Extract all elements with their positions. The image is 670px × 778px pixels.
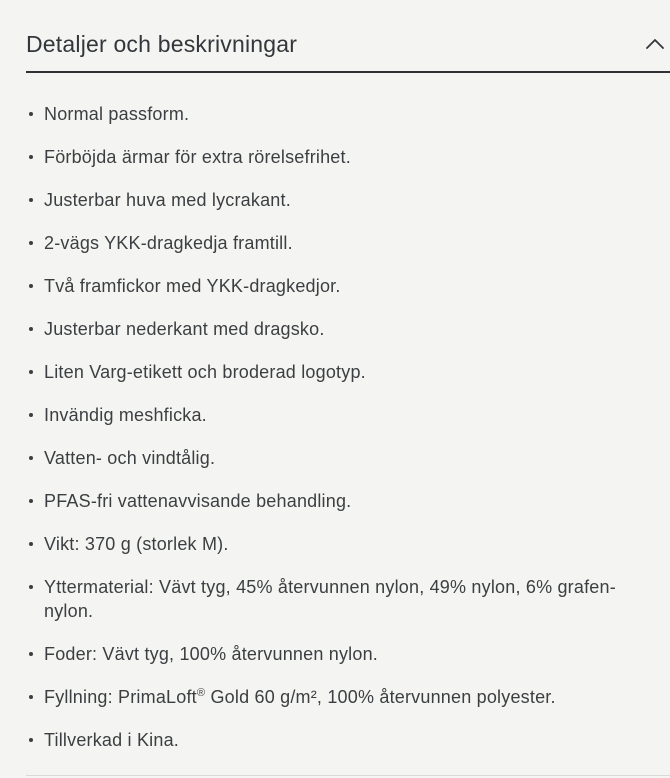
detail-item: Två framfickor med YKK-dragkedjor. — [26, 274, 648, 298]
detail-item: Normal passform. — [26, 102, 648, 126]
detail-item: Fyllning: PrimaLoft® Gold 60 g/m², 100% återvunnen polyester. — [26, 685, 648, 709]
detail-item: Yttermaterial: Vävt tyg, 45% återvunnen nylon, 49% nylon, 6% grafen-nylon. — [26, 575, 648, 623]
header-divider — [26, 71, 670, 73]
detail-item: Tillverkad i Kina. — [26, 728, 648, 752]
detail-item: Foder: Vävt tyg, 100% återvunnen nylon. — [26, 642, 648, 666]
detail-item: Vikt: 370 g (storlek M). — [26, 532, 648, 556]
section-title: Detaljer och beskrivningar — [26, 31, 298, 57]
detail-item: Justerbar nederkant med dragsko. — [26, 317, 648, 341]
detail-item: Liten Varg-etikett och broderad logotyp. — [26, 360, 648, 384]
chevron-up-icon[interactable] — [644, 37, 666, 51]
detail-item: 2-vägs YKK-dragkedja framtill. — [26, 231, 648, 255]
accordion-header-details[interactable] — [26, 30, 670, 58]
next-section-divider — [26, 775, 670, 776]
details-list — [26, 102, 670, 752]
detail-item: Justerbar huva med lycrakant. — [26, 188, 648, 212]
detail-item: PFAS-fri vattenavvisande behandling. — [26, 489, 648, 513]
detail-item: Förböjda ärmar för extra rörelsefrihet. — [26, 145, 648, 169]
detail-item: Invändig meshficka. — [26, 403, 648, 427]
detail-item: Vatten- och vindtålig. — [26, 446, 648, 470]
